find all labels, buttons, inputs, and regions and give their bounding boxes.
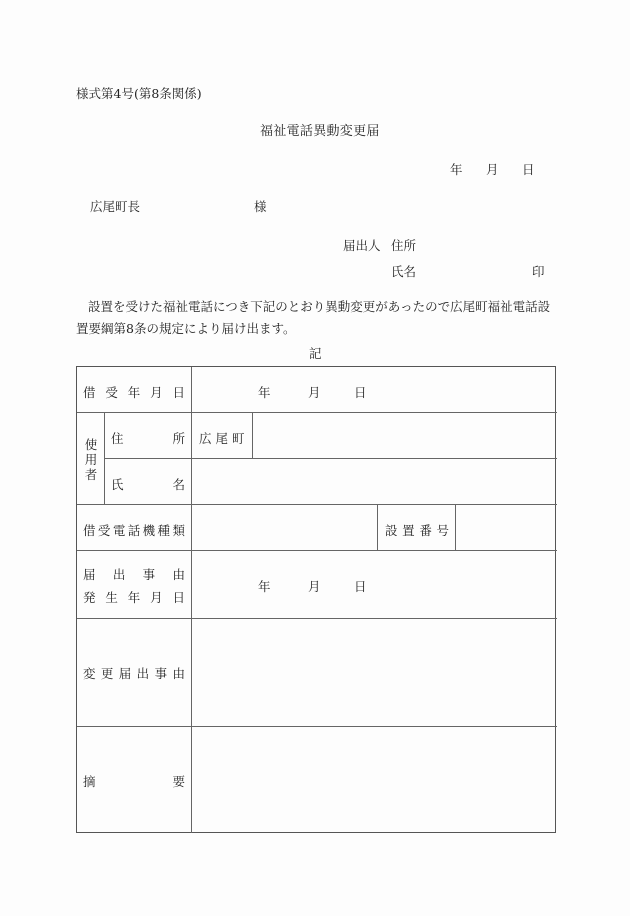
summary-field[interactable] bbox=[192, 727, 556, 832]
phone-type-label: 借 受 電 話 機 種 類 bbox=[83, 523, 185, 538]
address-town-prefix: 広 尾 町 bbox=[199, 431, 245, 446]
install-number-label: 設 置 番 号 bbox=[385, 523, 449, 538]
user-name-field[interactable] bbox=[192, 459, 556, 504]
borrow-date-label: 借 受 年 月 日 bbox=[83, 385, 185, 400]
seal-mark: 印 bbox=[532, 264, 545, 279]
date-day-label: 日 bbox=[522, 162, 535, 177]
honorific: 様 bbox=[254, 199, 267, 214]
col-divider bbox=[104, 412, 105, 504]
applicant-name-label: 氏名 bbox=[391, 264, 417, 279]
notification-table bbox=[76, 366, 556, 833]
borrow-date-field[interactable]: 年 月 日 bbox=[258, 385, 367, 400]
applicant-label: 届出人 bbox=[343, 238, 381, 253]
change-reason-field[interactable] bbox=[192, 619, 556, 726]
event-date-field[interactable]: 年 月 日 bbox=[258, 579, 367, 594]
user-address-field[interactable] bbox=[253, 413, 556, 458]
form-number: 様式第4号(第8条関係) bbox=[76, 86, 202, 101]
date-month-label: 月 bbox=[486, 162, 499, 177]
user-group-label: 使用者 bbox=[84, 437, 98, 482]
col-divider bbox=[377, 504, 378, 550]
ki-heading: 記 bbox=[309, 346, 322, 361]
change-reason-label: 変 更 届 出 事 由 bbox=[83, 666, 185, 681]
event-reason-label: 届 出 事 由 bbox=[83, 567, 185, 582]
summary-label: 摘 要 bbox=[83, 774, 185, 789]
date-year-label: 年 bbox=[450, 162, 463, 177]
install-number-field[interactable] bbox=[456, 505, 556, 550]
applicant-address-label: 住所 bbox=[391, 238, 417, 253]
document-title: 福祉電話異動変更届 bbox=[260, 124, 380, 139]
body-text: 設置を受けた福祉電話につき下記のとおり異動変更があったので広尾町福祉電話設置要綱第8条の規定により届け出ます。 bbox=[76, 299, 551, 336]
event-date-label: 発 生 年 月 日 bbox=[83, 590, 185, 605]
user-name-label: 氏 名 bbox=[111, 477, 185, 492]
phone-type-field[interactable] bbox=[192, 505, 377, 550]
user-address-label: 住 所 bbox=[111, 431, 185, 446]
addressee: 広尾町長 bbox=[90, 199, 141, 214]
